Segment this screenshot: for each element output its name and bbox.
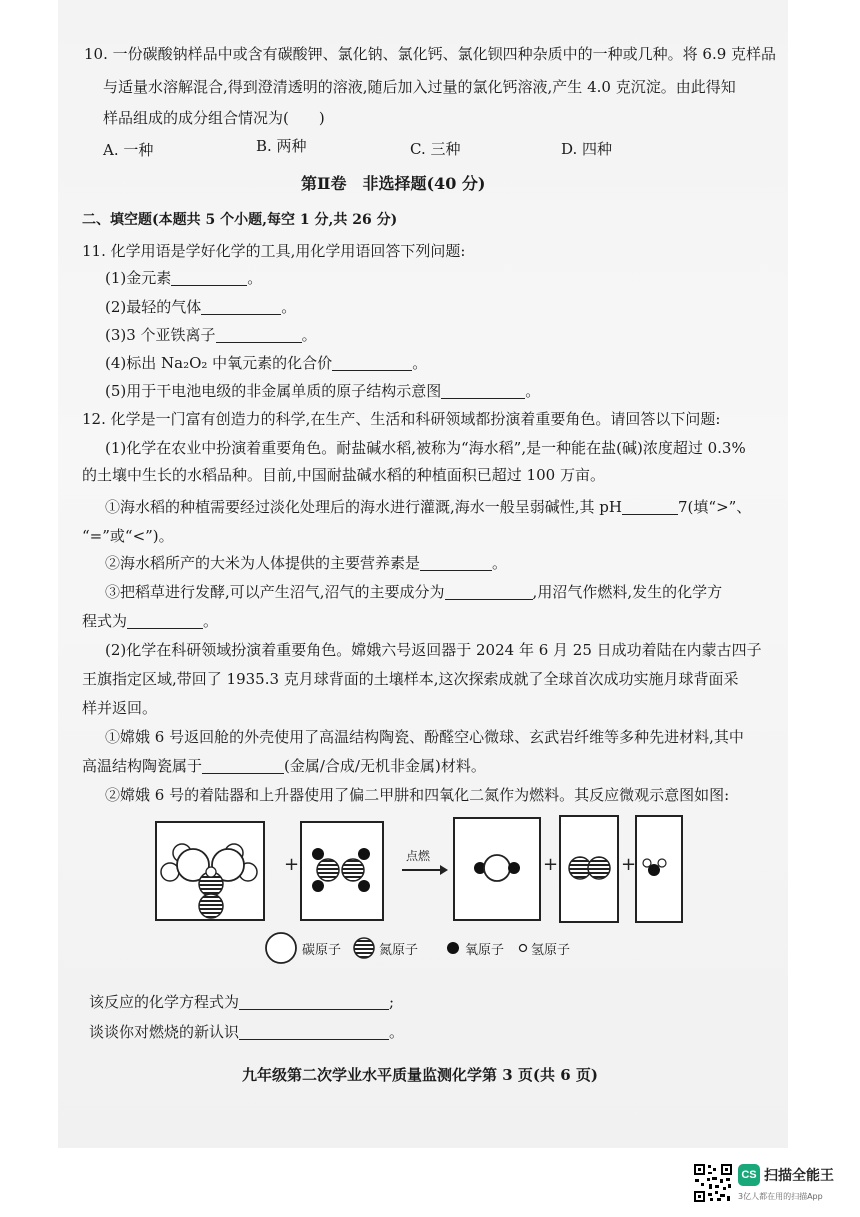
carbon-atom-legend-icon [266,933,296,963]
q11-stem: 11. 化学用语是学好化学的工具,用化学用语回答下列问题: [82,242,466,260]
q12-equation-line: 该反应的化学方程式为 ; [89,993,395,1011]
q11-item-5: (5)用于干电池电级的非金属单质的原子结构示意图 。 [105,382,541,400]
q12-t2-line: ②嫦娥 6 号的着陆器和上升器使用了偏二甲肼和四氧化二氮作为燃料。其反应微观示意图如图: [105,786,730,804]
legend-hydrogen: 氢原子 [531,943,571,958]
legend-oxygen: 氧原子 [465,943,505,958]
scanner-app-name: 扫描全能王 [764,1168,834,1184]
q12-stem: 12. 化学是一门富有创造力的科学,在生产、生活和科研领域都扮演着重要角色。请回答以下问题: [82,410,721,428]
q12-s1-line-2: “=”或“<”)。 [82,527,174,545]
q12-t1-line-1: ①嫦娥 6 号返回舱的外壳使用了高温结构陶瓷、酚醛空心微球、玄武岩纤维等多种先进材料,其中 [105,728,744,746]
hydrogen-atom-legend-icon [520,945,527,952]
legend-nitrogen: 氮原子 [379,943,419,958]
q10-line-2: 与适量水溶解混合,得到澄清透明的溶液,随后加入过量的氯化钙溶液,产生 4.0 克沉淀。由此得知 [103,78,736,96]
q12-s3-line-1: ③把稻草进行发酵,可以产生沼气,沼气的主要成分为 ,用沼气作燃料,发生的化学方 [105,583,723,601]
qr-code-icon [693,1163,733,1203]
q12-s1-line-1: ①海水稻的种植需要经过淡化处理后的海水进行灌溉,海水一般呈弱碱性,其 pH 7(填“>”、 [105,498,752,516]
scanner-app-tagline: 3亿人都在用的扫描App [738,1192,823,1201]
q11-item-4: (4)标出 Na₂O₂ 中氧元素的化合价 。 [105,354,428,372]
plus-sign: + [284,854,300,875]
section-2-title: 第Ⅱ卷 非选择题(40 分) [301,174,486,193]
q10-option-c: C. 三种 [410,140,461,158]
q11-item-1: (1)金元素 。 [105,269,263,287]
q12-p1-line-2: 的土壤中生长的水稻品种。目前,中国耐盐碱水稻的种植面积已超过 100 万亩。 [82,466,605,484]
q10-line-3: 样品组成的成分组合情况为( ) [103,109,325,127]
q12-p1-line-1: (1)化学在农业中扮演着重要角色。耐盐碱水稻,被称为“海水稻”,是一种能在盐(碱)浓度超过 0.3% [105,439,746,457]
q12-new-understanding-line: 谈谈你对燃烧的新认识 。 [89,1023,405,1041]
q12-p2-line-1: (2)化学在科研领域扮演着重要角色。嫦娥六号返回器于 2024 年 6 月 25 日成功着陆在内蒙古四子 [105,641,762,659]
oxygen-atom-legend-icon [447,942,459,954]
reactant-1-box [156,822,264,920]
reaction-diagram [148,808,688,968]
page-footer: 九年级第二次学业水平质量监测化学第 3 页(共 6 页) [242,1066,598,1084]
legend-carbon: 碳原子 [302,943,342,958]
cs-logo-badge: CS [738,1164,760,1186]
plus-sign-3: + [621,854,637,875]
q12-s2: ②海水稻所产的大米为人体提供的主要营养素是 。 [105,554,508,572]
product-1-box [454,818,540,920]
reaction-arrow [402,848,448,875]
product-3-box [636,816,682,922]
reactant-2-box [301,822,383,920]
q11-item-3: (3)3 个亚铁离子 。 [105,326,317,344]
q10-option-a: A. 一种 [103,141,154,159]
q12-t1-line-2: 高温结构陶瓷属于 (金属/合成/无机非金属)材料。 [82,757,486,775]
q10-option-d: D. 四种 [561,140,613,158]
q10-option-b: B. 两种 [256,137,307,155]
q12-p2-line-2: 王旗指定区域,带回了 1935.3 克月球背面的土壤样本,这次探索成就了全球首次成功实施月球背面采 [82,670,739,688]
arrow-label: 点燃 [406,849,431,863]
exam-paper [58,0,788,1148]
product-2-box [560,816,618,922]
q12-s3-line-2: 程式为 。 [82,612,219,630]
q12-p2-line-3: 样并返回。 [82,699,158,717]
plus-sign-2: + [543,854,559,875]
q11-item-2: (2)最轻的气体 。 [105,298,297,316]
nitrogen-atom-legend-icon [354,938,374,958]
q10-line-1: 10. 一份碳酸钠样品中或含有碳酸钾、氯化钠、氯化钙、氯化钡四种杂质中的一种或几种。将 6.9 克样品 [84,45,777,63]
part-2-heading: 二、填空题(本题共 5 个小题,每空 1 分,共 26 分) [82,212,398,228]
diagram-legend [266,933,570,963]
